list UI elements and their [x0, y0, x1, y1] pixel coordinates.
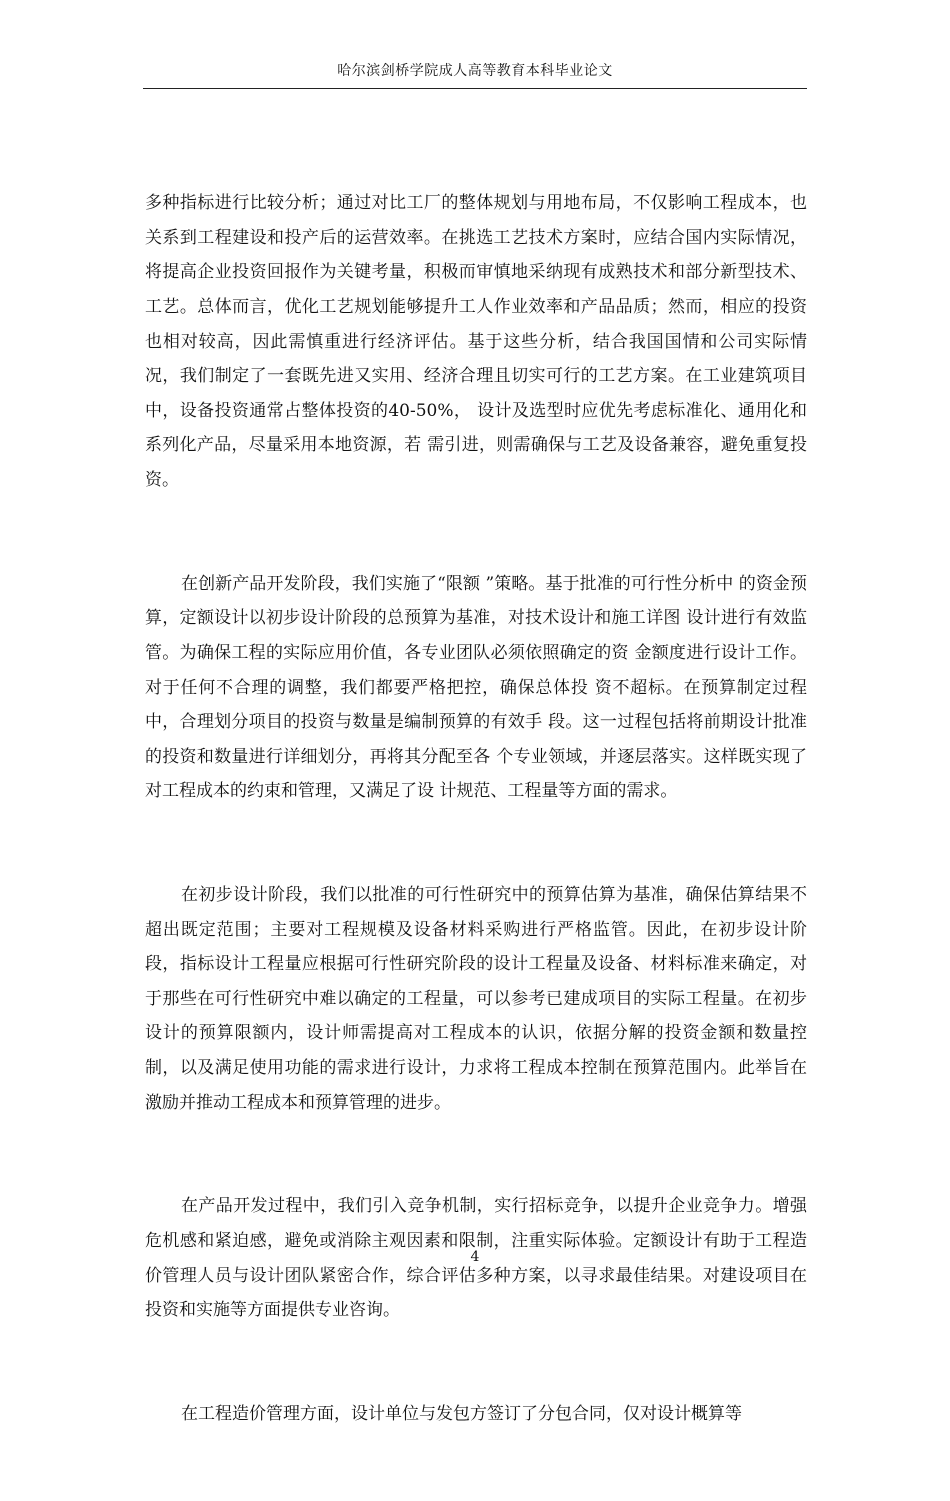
body-text: [145, 117, 807, 1501]
header-rule: [143, 88, 807, 89]
paragraph-continued: 多种指标进行比较分析；通过对比工厂的整体规划与用地布局，不仅影响工程成本，也关系到工程建设和投产后的运营效率。在挑选工艺技术方案时，应结合国内实际情况，将提高企业投资回报作为关键考量，积极而审慎地采纳现有成熟技术和部分新型技术、工艺。总体而言，优化工艺规划能够提升工人作业效率和产品品质；然而，相应的投资也相对较高，因此需慎重进行经济评估。基于这些分析，结合我国国情和公司实际情况，我们制定了一套既先进又实用、经济合理且切实可行的工艺方案。在工业建筑项目中，设备投资通常占整体投资的40-50%， 设计及选型时应优先考虑标准化、通用化和系列化产品，尽量采用本地资源，若 需引进，则需确保与工艺及设备兼容，避免重复投资。: [145, 193, 807, 490]
paragraph-quota-strategy: 在创新产品开发阶段，我们实施了“限额 ”策略。基于批准的可行性分析中 的资金预算，定额设计以初步设计阶段的总预算为基准，对技术设计和施工详图 设计进行有效监管。为确保工程的实际应用价值，各专业团队必须依照确定的资 金额度进行设计工作。对于任何不合理的调整，我们都要严格把控，确保总体投 资不超标。在预算制定过程中，合理划分项目的投资与数量是编制预算的有效手 段。这一过程包括将前期设计批准的投资和数量进行详细划分，再将其分配至各 个专业领域，并逐层落实。这样既实现了对工程成本的约束和管理，又满足了设 计规范、工程量等方面的需求。: [145, 573, 807, 802]
paragraph-preliminary-design: 在初步设计阶段，我们以批准的可行性研究中的预算估算为基准，确保估算结果不超出既定范围；主要对工程规模及设备材料采购进行严格监管。因此，在初步设计阶段，指标设计工程量应根据可行性研究阶段的设计工程量及设备、材料标准来确定，对于那些在可行性研究中难以确定的工程量，可以参考已建成项目的实际工程量。在初步设计的预算限额内，设计师需提高对工程成本的认识，依据分解的投资金额和数量控制，以及满足使用功能的需求进行设计，力求将工程成本控制在预算范围内。此举旨在激励并推动工程成本和预算管理的进步。: [145, 885, 807, 1113]
page-number: 4: [470, 1249, 480, 1265]
running-header: 哈尔滨剑桥学院成人高等教育本科毕业论文: [337, 63, 613, 79]
paragraph-cost-management: 在工程造价管理方面，设计单位与发包方签订了分包合同，仅对设计概算等: [181, 1403, 742, 1424]
paragraph-competition-mechanism: 在产品开发过程中，我们引入竞争机制，实行招标竞争，以提升企业竞争力。增强危机感和紧迫感，避免或消除主观因素和限制，注重实际体验。定额设计有助于工程造价管理人员与设计团队紧密合作，综合评估多种方案，以寻求最佳结果。对建设项目在投资和实施等方面提供专业咨询。: [145, 1196, 807, 1321]
